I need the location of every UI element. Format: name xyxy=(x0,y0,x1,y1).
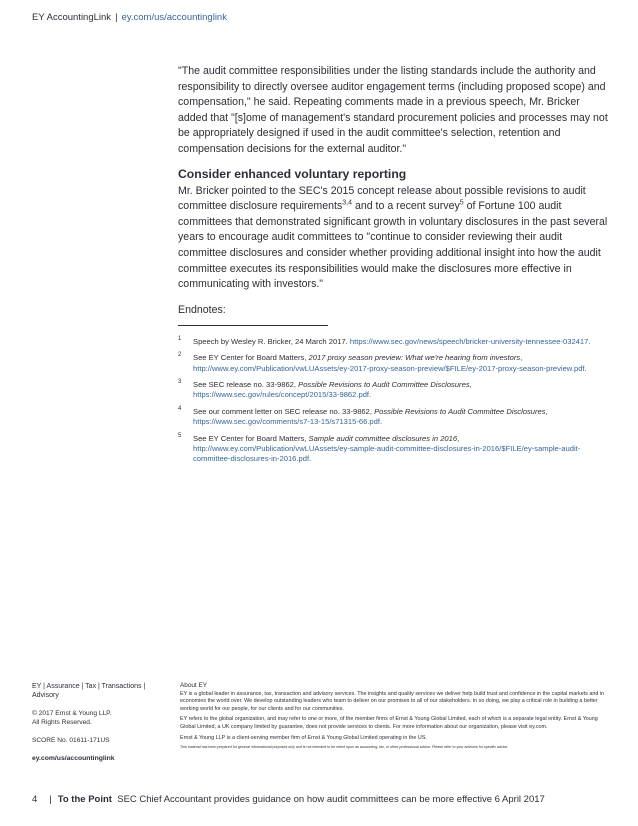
endnote-link[interactable]: https://www.sec.gov/comments/s7-13-15/s71315-66.pdf xyxy=(193,417,380,427)
about-ey xyxy=(180,682,612,753)
footer-left xyxy=(32,682,168,763)
endnote-item: 4 See our comment letter on SEC release no. 33-9862, Possible Revisions to Audit Committee Disclosures, https://www.sec.gov/comments/s7-13-15/s71315-66.pdf. xyxy=(178,405,548,427)
page-footer xyxy=(32,794,545,805)
copyright-block xyxy=(32,709,168,727)
endnotes-divider xyxy=(178,325,328,326)
endnote-text: See SEC release no. 33-9862, xyxy=(193,379,299,389)
about-title: About EY xyxy=(180,682,208,689)
endnote-ref-3-4[interactable]: 3,4 xyxy=(342,199,352,207)
endnote-item: 2 See EY Center for Board Matters, 2017 proxy season preview: What we're hearing from investors, http://www.ey.com/Publication/vwLUAssets/ey-2017-proxy-season-preview/$FILE/ey-2017-proxy-season-preview.pdf. xyxy=(178,352,587,373)
section-heading: Consider enhanced voluntary reporting xyxy=(178,166,407,181)
rights-reserved: All Rights Reserved. xyxy=(32,719,92,726)
endnote-link[interactable]: https://www.sec.gov/news/speech/bricker-university-tennessee-032417 xyxy=(349,336,589,346)
page-header xyxy=(32,12,227,23)
endnote-item: 3 See SEC release no. 33-9862, Possible Revisions to Audit Committee Disclosures, https://www.sec.gov/rules/concept/2015/33-9862.pdf. xyxy=(178,378,472,400)
endnote-text: Speech by Wesley R. Bricker, 24 March 2017. xyxy=(193,336,350,346)
para2-text-1: Mr. Bricker pointed to the SEC's 2015 concept release about possible revisions to audit committee disclosure requirements xyxy=(178,184,586,213)
endnotes-title: Endnotes: xyxy=(178,303,226,316)
quote-paragraph: "The audit committee responsibilities under the listing standards include the authority and responsibility to directly oversee auditor engagement terms (including proposed scope) and compensation," he said. Repeating comments made in a previous speech, Mr. Bricker added that "[s]ome of management's standard procurement policies and processes may not be appropriately designed if used in the audit committee's selection, retention and compensation decisions for the external auditor." xyxy=(178,65,608,155)
para2-text-3: of Fortune 100 audit committees that demonstrated significant growth in voluntary disclosures in the past several years to encourage audit committees to "continue to consider reviewing their audit committee disclosures and consider whether providing additional insight into how the audit committee executes its responsibilities would make the disclosures more effective in communicating with investors." xyxy=(178,200,608,291)
endnote-link[interactable]: http://www.ey.com/Publication/vwLUAssets/ey-sample-audit-committee-disclosures-in-2016/$FILE/ey-sample-audit-committee-disclosures-in-2016.pdf xyxy=(193,443,581,464)
about-paragraph: Ernst & Young LLP is a client-serving member firm of Ernst & Young Global Limited operating in the US. xyxy=(180,734,427,741)
header-link[interactable]: ey.com/us/accountinglink xyxy=(121,12,227,23)
document-title: SEC Chief Accountant provides guidance on how audit committees can be more effective 6 April 2017 xyxy=(117,794,545,805)
endnote-title: Possible Revisions to Audit Committee Disclosures xyxy=(374,406,546,416)
endnote-ref-5[interactable]: 5 xyxy=(459,199,464,207)
legal-footer xyxy=(32,682,612,764)
endnote-title: Possible Revisions to Audit Committee Disclosures xyxy=(298,379,470,389)
endnote-end: . xyxy=(584,363,587,373)
copyright: © 2017 Ernst & Young LLP. xyxy=(32,710,112,717)
service-lines: EY | Assurance | Tax | Transactions | Advisory xyxy=(32,683,146,699)
endnote-number: 4 xyxy=(178,405,182,412)
about-paragraph: EY refers to the global organization, and may refer to one or more, of the member firms of Ernst & Young Global Limited, each of which is a separate legal entity. Ernst & Young Global Limited, a UK company limited by guarantee, does not provide services to clients. For more information about our organization, please visit ey.com. xyxy=(180,716,598,730)
endnote-number: 5 xyxy=(178,432,182,439)
endnote-end: . xyxy=(588,336,591,346)
header-brand: EY AccountingLink xyxy=(32,12,112,23)
endnote-end: . xyxy=(380,417,383,427)
footer-site-link[interactable]: ey.com/us/accountinglink xyxy=(32,755,115,762)
header-separator: | xyxy=(115,12,118,23)
disclaimer: This material has been prepared for general informational purposes only and is not intended to be relied upon as accounting, tax, or other professional advice. Please refer to your advisors for specific advice. xyxy=(180,745,509,750)
endnote-number: 1 xyxy=(178,335,182,342)
endnote-item xyxy=(178,337,608,347)
endnote-end: . xyxy=(309,454,312,464)
endnote-text: See EY Center for Board Matters, xyxy=(193,433,309,443)
endnote-link[interactable]: https://www.sec.gov/rules/concept/2015/33-9862.pdf xyxy=(193,390,370,400)
about-paragraph: EY is a global leader in assurance, tax, transaction and advisory services. The insights and quality services we deliver help build trust and confidence in the capital markets and in economies the world over. We develop outstanding leaders who team to deliver on our promises to all of our stakeholders. In so doing, we play a critical role in building a better working world for our people, for our clients and for our communities. xyxy=(180,690,605,712)
main-content xyxy=(178,64,608,471)
page-number: 4 xyxy=(32,794,38,805)
publication-name: To the Point xyxy=(57,794,112,805)
footer-separator: | xyxy=(49,794,52,805)
endnote-number: 2 xyxy=(178,352,182,359)
score-number: SCORE No. 01611-171US xyxy=(32,737,110,744)
body-paragraph xyxy=(178,184,608,293)
para2-text-2: and to a recent survey xyxy=(352,200,460,213)
endnote-link[interactable]: http://www.ey.com/Publication/vwLUAssets/ey-2017-proxy-season-preview/$FILE/ey-2017-proxy-season-preview.pdf xyxy=(193,363,585,373)
endnote-title: 2017 proxy season preview: What we're hearing from investors xyxy=(308,353,521,363)
endnote-number: 3 xyxy=(178,378,182,385)
endnote-item: 5 See EY Center for Board Matters, Sample audit committee disclosures in 2016, http://www.ey.com/Publication/vwLUAssets/ey-sample-audit-committee-disclosures-in-2016/$FILE/ey-sample-audit-committee-disclosures-in-2016.pdf. xyxy=(178,432,581,464)
endnote-title: Sample audit committee disclosures in 2016 xyxy=(308,433,458,443)
endnote-text: See EY Center for Board Matters, xyxy=(193,353,309,363)
endnote-text: See our comment letter on SEC release no. 33-9862, xyxy=(193,406,375,416)
endnote-end: . xyxy=(369,390,372,400)
